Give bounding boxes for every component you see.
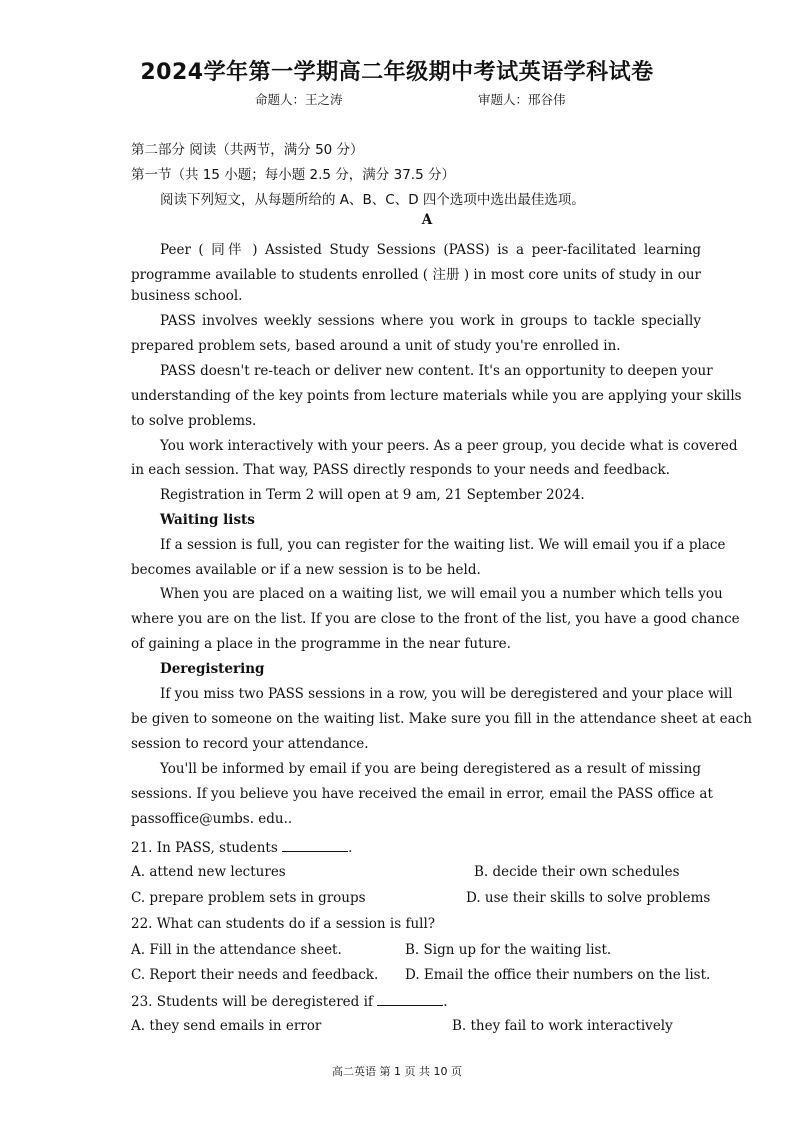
passage-line: be given to someone on the waiting list. Make sure you fill in the attendance sheet at each — [131, 711, 752, 727]
subheading-waiting-lists: Waiting lists — [160, 512, 255, 528]
passage-line: business school. — [131, 288, 243, 304]
passage-line: to solve problems. — [131, 413, 257, 429]
passage-line: session to record your attendance. — [131, 736, 369, 752]
question-22: 22. What can students do if a session is full? — [131, 916, 436, 932]
passage-line: sessions. If you believe you have received the email in error, email the PASS office at — [131, 786, 713, 802]
option-22-d: D. Email the office their numbers on the list. — [405, 967, 711, 983]
subsection-heading: 第一节（共 15 小题；每小题 2.5 分，满分 37.5 分） — [131, 167, 455, 183]
passage-line: When you are placed on a waiting list, we will email you a number which tells you — [160, 586, 723, 602]
passage-line: Registration in Term 2 will open at 9 am, 21 September 2024. — [160, 487, 585, 503]
question-stem: 21. In PASS, students — [131, 840, 278, 856]
question-21 — [131, 839, 701, 856]
option-21-a: A. attend new lectures — [131, 864, 286, 880]
question-stem: 23. Students will be deregistered if — [131, 994, 373, 1010]
passage-line: programme available to students enrolled ( 注册 ) in most core units of study in our — [131, 267, 701, 283]
passage-line: prepared problem sets, based around a unit of study you're enrolled in. — [131, 338, 621, 354]
passage-line: PASS involves weekly sessions where you work in groups to tackle specially — [160, 313, 701, 329]
passage-label: A — [421, 212, 433, 228]
question-reviewer: 审题人：邢谷伟 — [478, 92, 566, 107]
exam-title: 2024学年第一学期高二年级期中考试英语学科试卷 — [140, 60, 654, 85]
option-22-c: C. Report their needs and feedback. — [131, 967, 379, 983]
answer-blank — [377, 993, 443, 1006]
passage-line: PASS doesn't re-teach or deliver new content. It's an opportunity to deepen your — [160, 363, 713, 379]
option-23-a: A. they send emails in error — [131, 1018, 322, 1034]
option-21-c: C. prepare problem sets in groups — [131, 890, 366, 906]
instruction-text: 阅读下列短文，从每题所给的 A、B、C、D 四个选项中选出最佳选项。 — [160, 192, 585, 208]
question-23 — [131, 993, 701, 1010]
passage-line: becomes available or if a new session is to be held. — [131, 562, 481, 578]
passage-line: passoffice@umbs. edu.. — [131, 811, 293, 827]
option-23-b: B. they fail to work interactively — [452, 1018, 673, 1034]
part-heading: 第二部分 阅读（共两节，满分 50 分） — [131, 142, 364, 158]
passage-line: where you are on the list. If you are close to the front of the list, you have a good chance — [131, 611, 740, 627]
passage-line: in each session. That way, PASS directly responds to your needs and feedback. — [131, 462, 670, 478]
option-22-b: B. Sign up for the waiting list. — [405, 942, 612, 958]
question-end: . — [443, 994, 448, 1010]
option-21-b: B. decide their own schedules — [474, 864, 680, 880]
answer-blank — [282, 839, 348, 852]
passage-line: If you miss two PASS sessions in a row, you will be deregistered and your place will — [160, 686, 733, 702]
question-setter: 命题人：王之涛 — [255, 92, 343, 107]
passage-line: If a session is full, you can register for the waiting list. We will email you if a place — [160, 537, 726, 553]
page-footer: 高二英语 第 1 页 共 10 页 — [332, 1065, 462, 1078]
passage-line: of gaining a place in the programme in the near future. — [131, 636, 511, 652]
passage-line: You'll be informed by email if you are being deregistered as a result of missing — [160, 761, 701, 777]
passage-line: You work interactively with your peers. As a peer group, you decide what is covered — [160, 438, 738, 454]
subheading-deregistering: Deregistering — [160, 661, 265, 677]
passage-line: Peer ( 同伴 ) Assisted Study Sessions (PASS) is a peer-facilitated learning — [160, 242, 701, 258]
option-22-a: A. Fill in the attendance sheet. — [131, 942, 342, 958]
passage-line: understanding of the key points from lecture materials while you are applying your skills — [131, 388, 742, 404]
option-21-d: D. use their skills to solve problems — [466, 890, 711, 906]
question-end: . — [348, 840, 353, 856]
